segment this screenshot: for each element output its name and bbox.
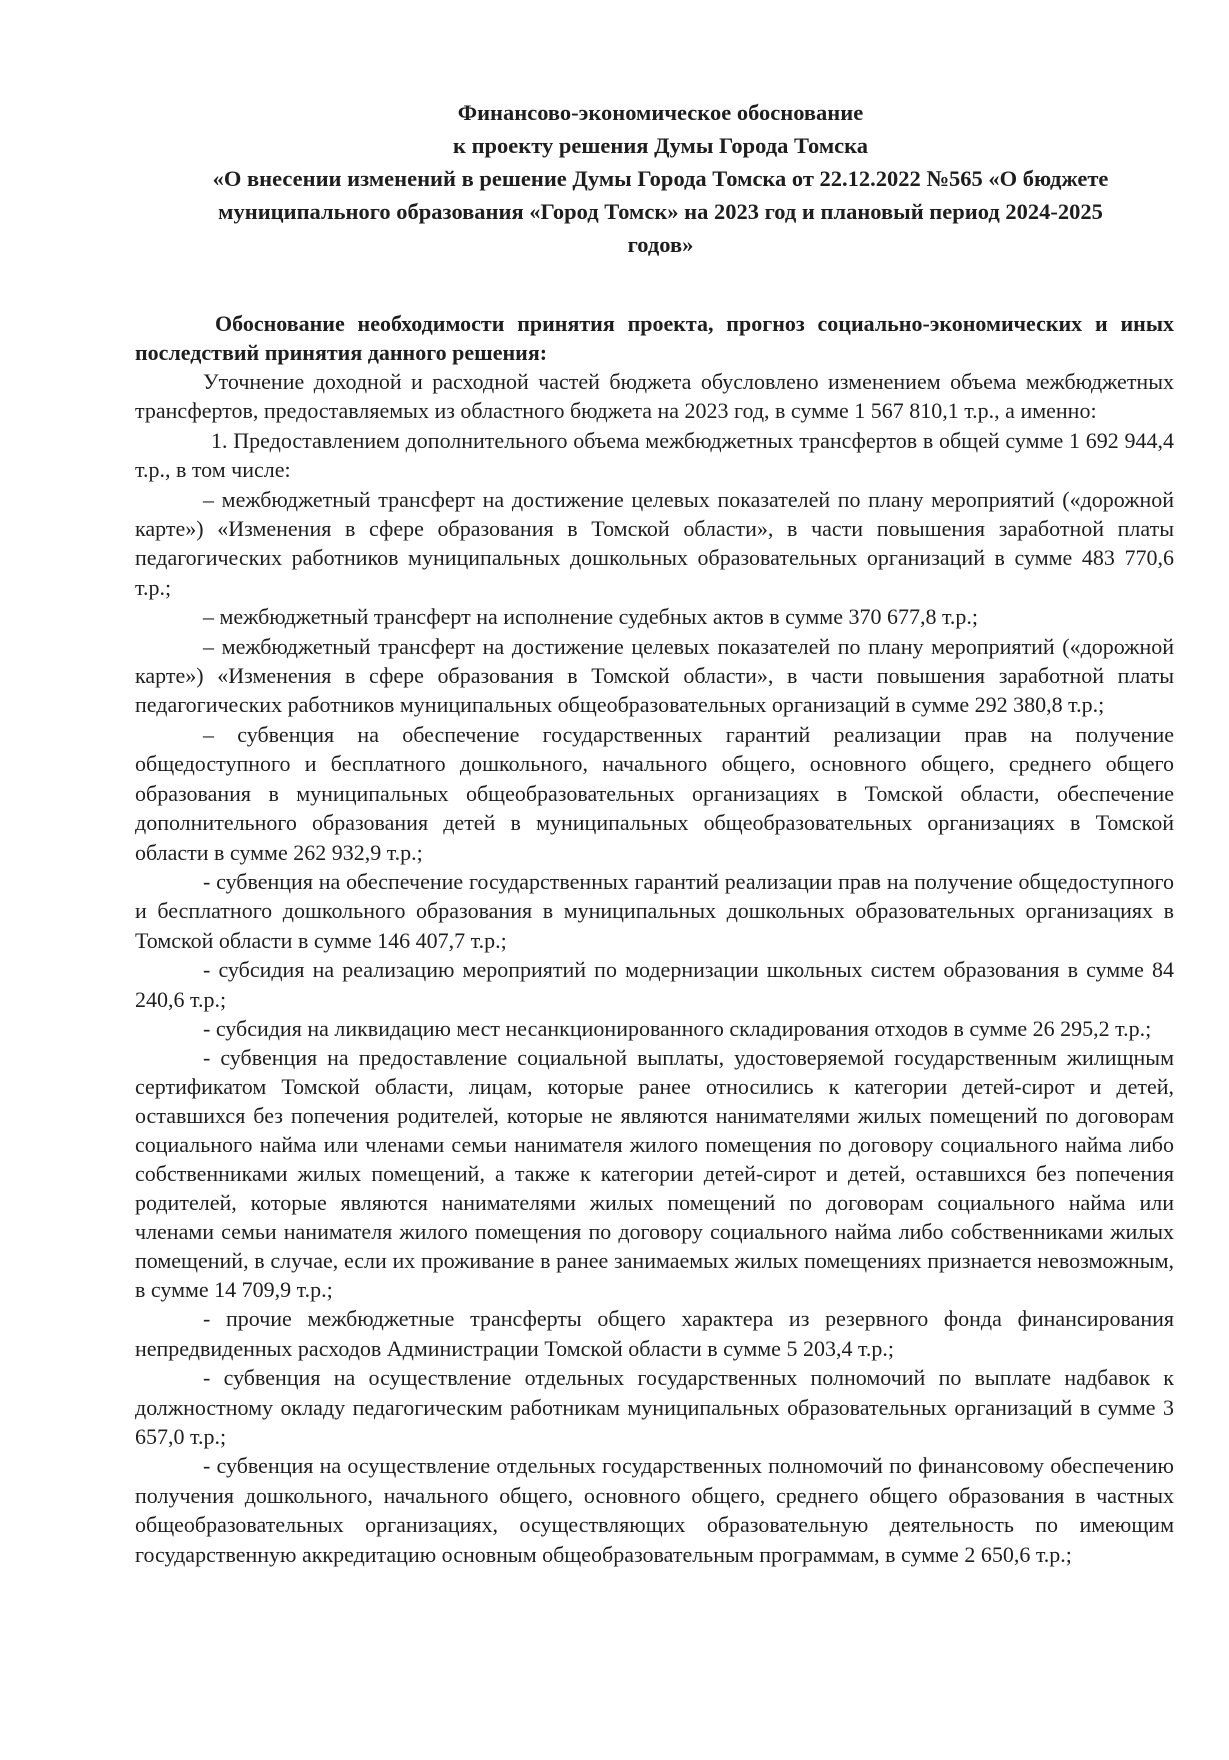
- transfer-item: - субсидия на ликвидацию мест несанкционированного складирования отходов в сумме 26 295,2 т.р.;: [203, 1015, 1152, 1041]
- title-line-3: «О внесении изменений в решение Думы Города Томска от 22.12.2022 №565 «О бюджете: [212, 166, 1109, 191]
- transfer-item: - субвенция на предоставление социальной выплаты, удостоверяемой государственным жилищным сертификатом Томской области, лицам, которые ранее относились к категории детей-сирот и детей, оставшихся без попечения родителей, которые не являются нанимателями жилых помещений по договорам социального найма или членами семьи нанимателя жилого помещения по договору социального найма либо собственниками жилых помещений, а также к категории детей-сирот и детей, оставшихся без попечения родителей, которые являются нанимателями жилых помещений по договорам социального найма или членами семьи нанимателя жилого помещения по договору социального найма либо собственниками жилых помещений, в случае, если их проживание в ранее занимаемых жилых помещениях признается невозможным, в сумме 14 709,9 т.р.;: [135, 1045, 1174, 1303]
- point-1-paragraph: 1. Предоставлением дополнительного объема межбюджетных трансфертов в общей сумме 1 692 944,4 т.р., в том числе:: [135, 427, 1174, 483]
- transfer-item: – межбюджетный трансферт на исполнение судебных актов в сумме 370 677,8 т.р.;: [203, 604, 979, 630]
- transfer-item: - субсидия на реализацию мероприятий по модернизации школьных систем образования в сумме 84 240,6 т.р.;: [135, 957, 1174, 1012]
- section-heading: Обоснование необходимости принятия проекта, прогноз социально-экономических и иных последствий принятия данного решения:: [135, 311, 1174, 365]
- transfer-item: - субвенция на обеспечение государственных гарантий реализации прав на получение общедоступного и бесплатного дошкольного образования в муниципальных дошкольных образовательных организациях в Томской области в сумме 146 407,7 т.р.;: [135, 868, 1174, 953]
- transfer-item: – субвенция на обеспечение государственных гарантий реализации прав на получение общедоступного и бесплатного дошкольного, начального общего, основного общего, среднего общего образования в муниципальных общеобразовательных организациях в Томской области, обеспечение дополнительного образования детей в муниципальных общеобразовательных организациях в Томской области в сумме 262 932,9 т.р.;: [135, 721, 1174, 865]
- title-line-5: годов»: [627, 232, 694, 257]
- title-line-4: муниципального образования «Город Томск» на 2023 год и плановый период 2024-2025: [218, 199, 1103, 224]
- title-line-2: к проекту решения Думы Города Томска: [452, 133, 869, 158]
- transfer-item: - прочие межбюджетные трансферты общего характера из резервного фонда финансирования непредвиденных расходов Администрации Томской области в сумме 5 203,4 т.р.;: [135, 1306, 1174, 1361]
- transfer-item: – межбюджетный трансферт на достижение целевых показателей по плану мероприятий («дорожной карте») «Изменения в сфере образования в Томской области», в части повышения заработной платы педагогических работников муниципальных дошкольных образовательных организаций в сумме 483 770,6 т.р.;: [135, 486, 1174, 600]
- intro-paragraph: Уточнение доходной и расходной частей бюджета обусловлено изменением объема межбюджетных трансфертов, предоставляемых из областного бюджета на 2023 год, в сумме 1 567 810,1 т.р., а именно:: [135, 369, 1174, 424]
- transfer-item: - субвенция на осуществление отдельных государственных полномочий по финансовому обеспечению получения дошкольного, начального общего, основного общего, среднего общего образования в частных общеобразовательных организациях, осуществляющих образовательную деятельность по имеющим государственную аккредитацию основным общеобразовательным программам, в сумме 2 650,6 т.р.;: [135, 1453, 1174, 1567]
- document-title: [147, 96, 1174, 261]
- transfer-item: – межбюджетный трансферт на достижение целевых показателей по плану мероприятий («дорожной карте») «Изменения в сфере образования в Томской области», в части повышения заработной платы педагогических работников муниципальных общеобразовательных организаций в сумме 292 380,8 т.р.;: [135, 633, 1174, 718]
- title-line-1: Финансово-экономическое обоснование: [457, 100, 864, 125]
- transfer-item: - субвенция на осуществление отдельных государственных полномочий по выплате надбавок к должностному окладу педагогическим работникам муниципальных образовательных организаций в сумме 3 657,0 т.р.;: [135, 1365, 1174, 1449]
